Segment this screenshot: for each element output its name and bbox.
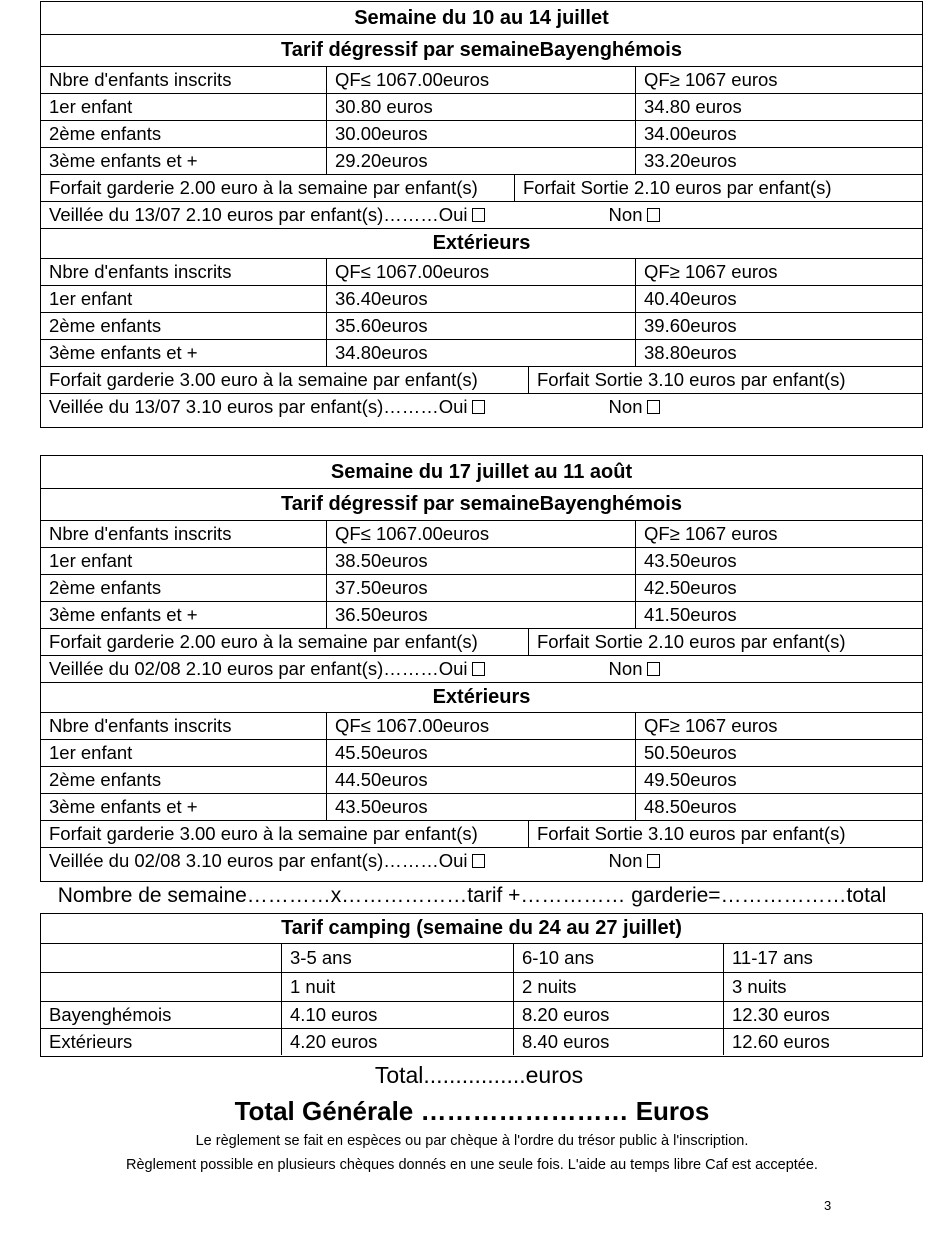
oui-checkbox[interactable] (472, 854, 485, 868)
row-label: 2ème enfants (49, 315, 162, 336)
non-label: Non (608, 850, 643, 871)
header-cell: Nbre d'enfants inscrits (49, 523, 232, 544)
price-cell: 43.50euros (326, 794, 635, 820)
oui-checkbox[interactable] (472, 208, 485, 222)
price-cell: 39.60euros (635, 313, 922, 339)
row-label: Extérieurs (49, 1031, 133, 1052)
veillee-text: Veillée du 02/08 3.10 euros par enfant(s)………Oui (49, 850, 468, 871)
header-cell: Nbre d'enfants inscrits (49, 69, 232, 90)
garderie-cell: Forfait garderie 2.00 euro à la semaine par enfant(s) (49, 631, 478, 652)
garderie-cell: Forfait garderie 3.00 euro à la semaine par enfant(s) (49, 369, 478, 390)
non-label: Non (608, 396, 643, 417)
price-cell: 33.20euros (635, 148, 922, 174)
veillee-text: Veillée du 02/08 2.10 euros par enfant(s)………Oui (49, 658, 468, 679)
non-checkbox[interactable] (647, 854, 660, 868)
veillee-text: Veillée du 13/07 2.10 euros par enfant(s)………Oui (49, 204, 468, 225)
row-label: 3ème enfants et + (49, 150, 198, 171)
price-cell: 48.50euros (635, 794, 922, 820)
nights-cell: 3 nuits (723, 973, 922, 1001)
non-label: Non (608, 204, 643, 225)
sortie-cell: Forfait Sortie 2.10 euros par enfant(s) (514, 175, 922, 201)
header-cell: QF≥ 1067 euros (635, 713, 922, 739)
price-cell: 37.50euros (326, 575, 635, 601)
row-label: 2ème enfants (49, 769, 162, 790)
non-label: Non (608, 658, 643, 679)
garderie-cell: Forfait garderie 2.00 euro à la semaine par enfant(s) (49, 177, 478, 198)
header-cell: Nbre d'enfants inscrits (49, 261, 232, 282)
week-1-table (40, 1, 923, 428)
page-number: 3 (824, 1198, 832, 1213)
header-cell: QF≤ 1067.00euros (326, 521, 635, 547)
header-cell: QF≥ 1067 euros (635, 67, 922, 93)
oui-checkbox[interactable] (472, 400, 485, 414)
payment-note: Le règlement se fait en espèces ou par chèque à l'ordre du trésor public à l'inscription. (195, 1133, 749, 1149)
price-cell: 45.50euros (326, 740, 635, 766)
price-cell: 40.40euros (635, 286, 922, 312)
grand-total: Total Générale …………………… Euros (234, 1096, 710, 1126)
empty-cell (41, 944, 281, 972)
price-cell: 50.50euros (635, 740, 922, 766)
price-cell: 44.50euros (326, 767, 635, 793)
section-heading: Tarif dégressif par semaineBayenghémois (281, 39, 682, 61)
row-label: 2ème enfants (49, 123, 162, 144)
row-label: 1er enfant (49, 288, 133, 309)
price-cell: 12.60 euros (723, 1029, 922, 1055)
payment-note: Règlement possible en plusieurs chèques donnés en une seule fois. L'aide au temps libre Caf est acceptée. (126, 1157, 818, 1173)
non-checkbox[interactable] (647, 662, 660, 676)
week-2-table (40, 455, 923, 882)
row-label: Bayenghémois (49, 1004, 172, 1025)
header-cell: Nbre d'enfants inscrits (49, 715, 232, 736)
row-label: 1er enfant (49, 550, 133, 571)
header-cell: QF≤ 1067.00euros (326, 67, 635, 93)
sortie-cell: Forfait Sortie 3.10 euros par enfant(s) (528, 367, 922, 393)
age-cell: 11-17 ans (723, 944, 922, 972)
row-label: 2ème enfants (49, 577, 162, 598)
age-cell: 6-10 ans (513, 944, 723, 972)
nights-cell: 1 nuit (281, 973, 513, 1001)
price-cell: 29.20euros (326, 148, 635, 174)
price-cell: 36.40euros (326, 286, 635, 312)
price-cell: 34.00euros (635, 121, 922, 147)
camping-title: Tarif camping (semaine du 24 au 27 juillet) (281, 917, 682, 939)
row-label: 1er enfant (49, 742, 133, 763)
price-cell: 38.50euros (326, 548, 635, 574)
price-cell: 43.50euros (635, 548, 922, 574)
formula-line: Nombre de semaine…………x………………tarif +…………… garderie=………………total (57, 884, 887, 907)
age-cell: 3-5 ans (281, 944, 513, 972)
veillee-text: Veillée du 13/07 3.10 euros par enfant(s)………Oui (49, 396, 468, 417)
week-title: Semaine du 17 juillet au 11 août (330, 460, 633, 483)
veillee-row (41, 848, 922, 874)
header-cell: QF≤ 1067.00euros (326, 259, 635, 285)
price-cell: 30.00euros (326, 121, 635, 147)
row-label: 3ème enfants et + (49, 604, 198, 625)
price-cell: 30.80 euros (326, 94, 635, 120)
price-cell: 34.80 euros (635, 94, 922, 120)
total-line: Total................euros (374, 1062, 584, 1088)
oui-checkbox[interactable] (472, 662, 485, 676)
row-label: 3ème enfants et + (49, 342, 198, 363)
garderie-cell: Forfait garderie 3.00 euro à la semaine par enfant(s) (49, 823, 478, 844)
nights-cell: 2 nuits (513, 973, 723, 1001)
section-heading: Extérieurs (432, 686, 531, 708)
price-cell: 35.60euros (326, 313, 635, 339)
price-cell: 8.20 euros (513, 1002, 723, 1028)
price-cell: 38.80euros (635, 340, 922, 366)
section-heading: Tarif dégressif par semaineBayenghémois (281, 493, 682, 515)
section-heading: Extérieurs (432, 232, 531, 254)
non-checkbox[interactable] (647, 208, 660, 222)
row-label: 1er enfant (49, 96, 133, 117)
empty-cell (41, 973, 281, 1001)
camping-table (40, 913, 923, 1057)
price-cell: 4.10 euros (281, 1002, 513, 1028)
price-cell: 49.50euros (635, 767, 922, 793)
price-cell: 8.40 euros (513, 1029, 723, 1055)
price-cell: 4.20 euros (281, 1029, 513, 1055)
header-cell: QF≤ 1067.00euros (326, 713, 635, 739)
non-checkbox[interactable] (647, 400, 660, 414)
veillee-row (41, 394, 922, 420)
price-cell: 12.30 euros (723, 1002, 922, 1028)
week-title: Semaine du 10 au 14 juillet (354, 6, 609, 29)
price-cell: 41.50euros (635, 602, 922, 628)
veillee-row (41, 202, 922, 228)
price-cell: 34.80euros (326, 340, 635, 366)
veillee-row (41, 656, 922, 682)
sortie-cell: Forfait Sortie 3.10 euros par enfant(s) (528, 821, 922, 847)
price-cell: 42.50euros (635, 575, 922, 601)
header-cell: QF≥ 1067 euros (635, 259, 922, 285)
row-label: 3ème enfants et + (49, 796, 198, 817)
price-cell: 36.50euros (326, 602, 635, 628)
header-cell: QF≥ 1067 euros (635, 521, 922, 547)
sortie-cell: Forfait Sortie 2.10 euros par enfant(s) (528, 629, 922, 655)
